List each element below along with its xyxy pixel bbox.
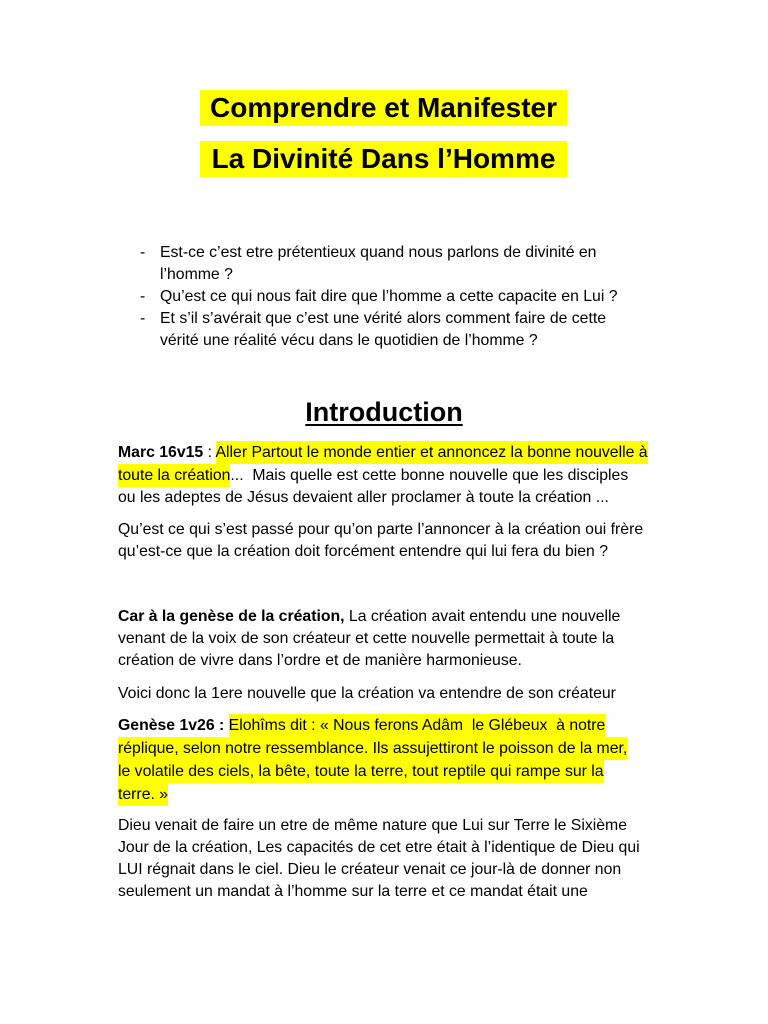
- highlighted-verse: Aller Partout le monde entier et annoncez la bonne nouvelle à: [216, 441, 648, 464]
- paragraph-line: Dieu venait de faire un etre de même nature que Lui sur Terre le Sixième: [118, 817, 627, 834]
- list-dash: -: [140, 288, 146, 305]
- paragraph-line: [118, 465, 758, 488]
- highlighted-verse: Elohîms dit : « Nous ferons Adâm le Glébeux à notre: [229, 714, 606, 737]
- bible-reference: Genèse 1v26 :: [118, 717, 225, 734]
- separator: [224, 717, 228, 734]
- paragraph-genese-creation: [118, 606, 758, 672]
- question-text: Qu’est ce qui nous fait dire que l’homme a cette capacite en Lui ?: [160, 288, 618, 305]
- paragraph-line: [118, 606, 758, 628]
- bold-lead-in: Car à la genèse de la création,: [118, 608, 345, 625]
- highlighted-verse: le volatile des ciels, la bête, toute la terre, tout reptile qui rampe sur la: [118, 760, 604, 783]
- paragraph-line: venant de la voix de son créateur et cette nouvelle permettait à toute la: [118, 630, 615, 647]
- paragraph-line: création de vivre dans l’ordre et de manière harmonieuse.: [118, 652, 522, 669]
- title-line-1: Comprendre et Manifester: [200, 90, 567, 126]
- paragraph-line: [118, 714, 758, 737]
- highlighted-verse: toute la création: [118, 464, 230, 487]
- paragraph-text: La création avait entendu une nouvelle: [344, 608, 621, 625]
- paragraph-line: Jour de la création, Les capacités de cet etre était à l’identique de Dieu qui: [118, 839, 640, 856]
- paragraph-line: [118, 760, 758, 783]
- question-item: [0, 286, 768, 308]
- list-dash: -: [140, 244, 146, 261]
- title-line-2: La Divinité Dans l’Homme: [200, 141, 567, 177]
- paragraph-line: [118, 783, 758, 806]
- paragraph-line: Qu’est ce qui s’est passé pour qu’on parte l’annoncer à la création oui frère: [118, 521, 644, 538]
- paragraph-marc: [118, 442, 758, 510]
- paragraph-text: ... Mais quelle est cette bonne nouvelle que les disciples: [230, 466, 629, 484]
- paragraph-line: qu’est-ce que la création doit forcément entendre qui lui fera du bien ?: [118, 543, 609, 560]
- paragraph-premiere-nouvelle: [118, 683, 758, 705]
- question-list: [0, 242, 768, 352]
- paragraph-line: seulement un mandat à l’homme sur la terre et ce mandat était une: [118, 883, 588, 900]
- paragraph-genese-1v26: [118, 714, 758, 806]
- paragraph-question: [118, 519, 758, 563]
- paragraph-line: Voici donc la 1ere nouvelle que la création va entendre de son créateur: [118, 685, 616, 702]
- paragraph-mandat: [118, 815, 758, 903]
- question-text: Est-ce c’est etre prétentieux quand nous parlons de divinité en: [160, 244, 597, 261]
- highlighted-verse: réplique, selon notre ressemblance. Ils assujettiront le poisson de la mer,: [118, 737, 627, 760]
- list-dash: -: [140, 310, 146, 327]
- paragraph-line: ou les adeptes de Jésus devaient aller proclamer à toute la création ...: [118, 489, 609, 506]
- paragraph-line: LUI régnait dans le ciel. Dieu le créateur venait ce jour-là de donner non: [118, 861, 622, 878]
- paragraph-line: [118, 737, 758, 760]
- question-item: [0, 308, 768, 352]
- paragraph-line: [118, 442, 758, 465]
- question-text: Et s’il s’avérait que c’est une vérité alors comment faire de cette: [160, 310, 607, 327]
- bible-reference: Marc 16v15: [118, 444, 204, 461]
- separator: :: [203, 444, 216, 461]
- highlighted-verse: terre. »: [118, 783, 168, 806]
- question-text: l’homme ?: [160, 266, 233, 283]
- question-item: [0, 242, 768, 286]
- question-text: vérité une réalité vécu dans le quotidien de l’homme ?: [160, 332, 538, 349]
- section-heading-introduction: Introduction: [305, 397, 463, 427]
